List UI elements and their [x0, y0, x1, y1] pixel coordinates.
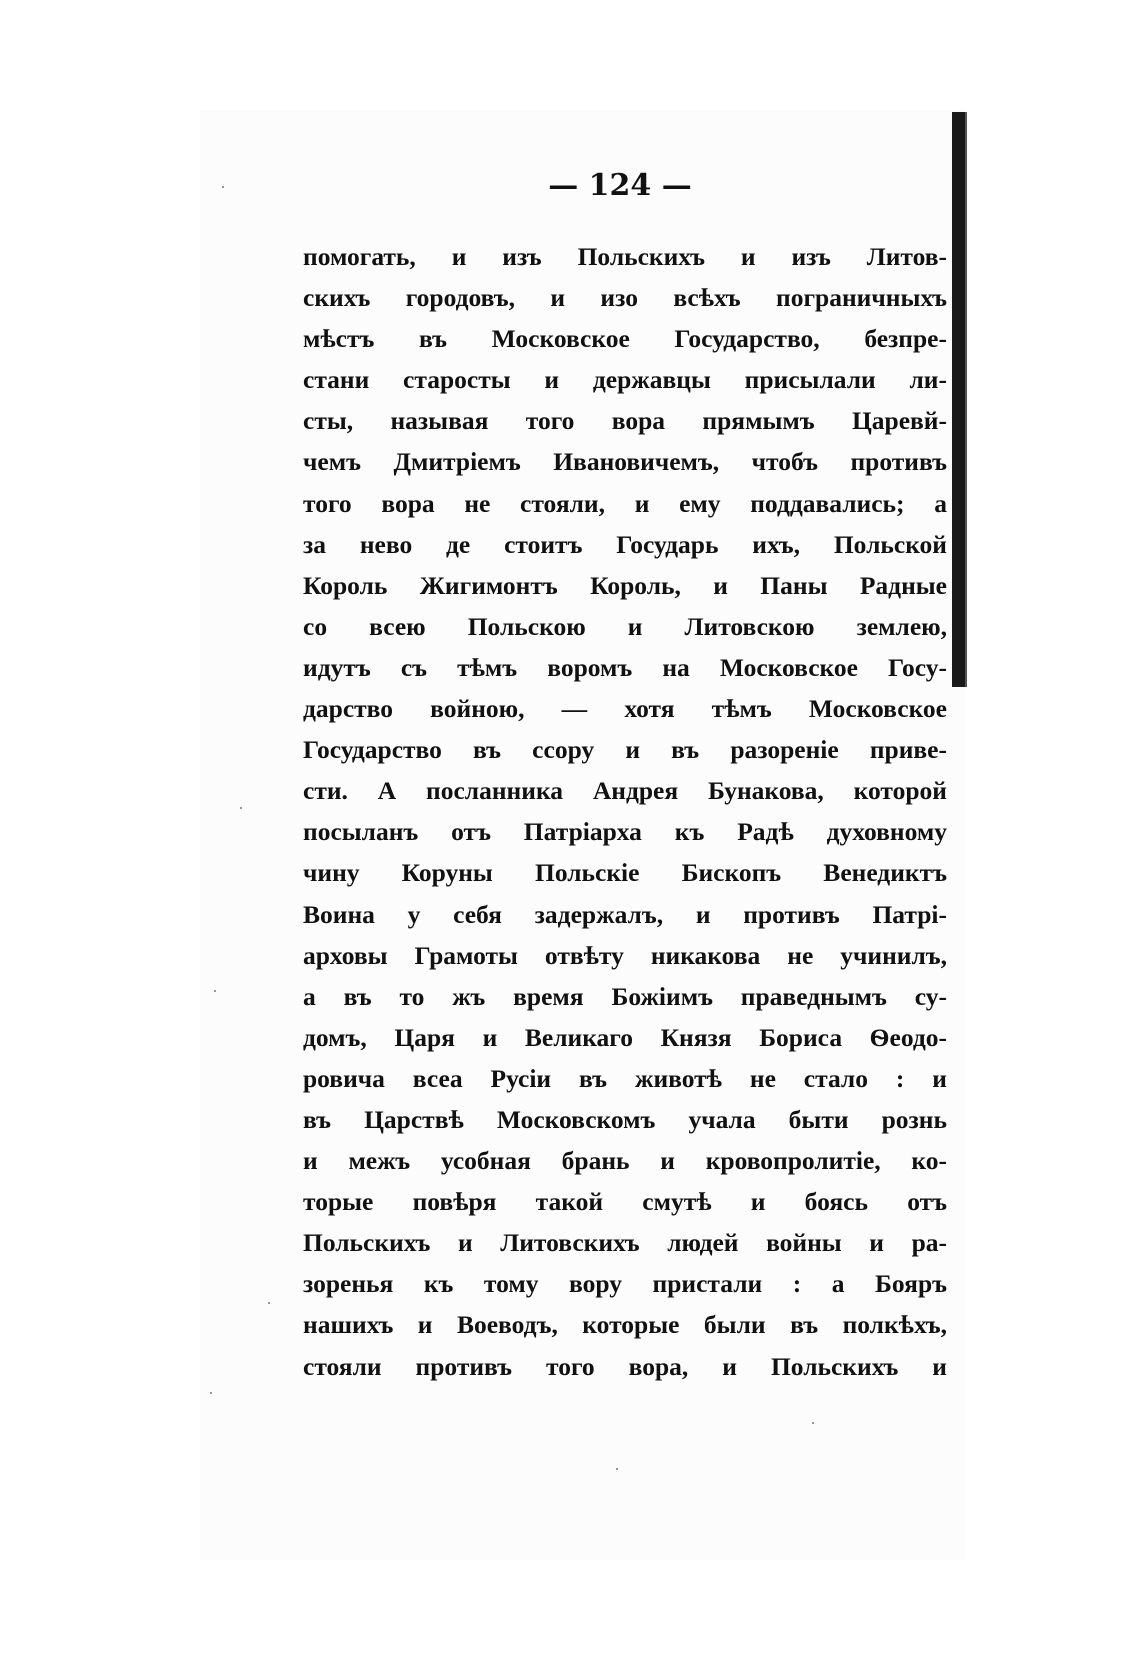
text-line: за нево де стоитъ Государь ихъ, Польской [303, 529, 947, 559]
text-line: сты, называя того вора прямымъ Царевй- [303, 406, 947, 436]
page-edge-line [965, 112, 967, 687]
text-line: стани старосты и державцы присылали ли- [303, 365, 947, 395]
text-line: посыланъ отъ Патріарха къ Радѣ духовному [303, 817, 947, 847]
page-number: — 124 — [548, 168, 692, 203]
text-line: арховы Грамоты отвѣту никакова не учинилъ, [303, 940, 947, 970]
scan-speck [214, 990, 216, 992]
scan-speck [222, 186, 224, 188]
text-line: сти. А посланника Андрея Бунакова, которой [303, 776, 947, 806]
text-line: стояли противъ того вора, и Польскихъ и [303, 1351, 947, 1381]
text-line: зоренья къ тому вору пристали : а Бояръ [303, 1269, 947, 1299]
scan-speck [268, 1302, 270, 1304]
text-line: мѣстъ въ Московское Государство, безпре- [303, 324, 947, 354]
text-line: Государство въ ссору и въ разореніе приве- [303, 735, 947, 765]
text-line: торые повѣря такой смутѣ и боясь отъ [303, 1187, 947, 1217]
text-line: чину Коруны Польскіе Бископъ Венедиктъ [303, 858, 947, 888]
text-line: Король Жигимонтъ Король, и Паны Радные [303, 570, 947, 600]
page-edge-shadow [952, 112, 966, 687]
text-line: идутъ съ тѣмъ воромъ на Московское Госу- [303, 652, 947, 682]
scan-speck [210, 1392, 212, 1394]
scan-speck [812, 1422, 814, 1424]
scan-speck [616, 1468, 618, 1470]
text-line: домъ, Царя и Великаго Князя Бориса Ѳеодо- [303, 1022, 947, 1052]
page-body-text [303, 236, 947, 1387]
scan-speck [240, 807, 242, 809]
text-line: чемъ Дмитріемъ Ивановичемъ, чтобъ противъ [303, 447, 947, 477]
text-line: и межъ усобная брань и кровопролитіе, ко- [303, 1146, 947, 1176]
text-line: того вора не стояли, и ему поддавались; а [303, 488, 947, 518]
text-line: Польскихъ и Литовскихъ людей войны и ра- [303, 1228, 947, 1258]
text-line: со всею Польскою и Литовскою землею, [303, 611, 947, 641]
text-line: нашихъ и Воеводъ, которые были въ полкѣхъ, [303, 1310, 947, 1340]
text-line: помогать, и изъ Польскихъ и изъ Литов- [303, 242, 947, 271]
text-line: въ Царствѣ Московскомъ учала быти рознь [303, 1104, 947, 1134]
text-line: а въ то жъ время Божіимъ праведнымъ су- [303, 981, 947, 1011]
text-line: Воина у себя задержалъ, и противъ Патрі- [303, 899, 947, 929]
text-line: скихъ городовъ, и изо всѣхъ пограничныхъ [303, 283, 947, 313]
text-line: дарство войною, — хотя тѣмъ Московское [303, 694, 947, 724]
text-line: ровича всеа Русіи въ животѣ не стало : и [303, 1063, 947, 1093]
